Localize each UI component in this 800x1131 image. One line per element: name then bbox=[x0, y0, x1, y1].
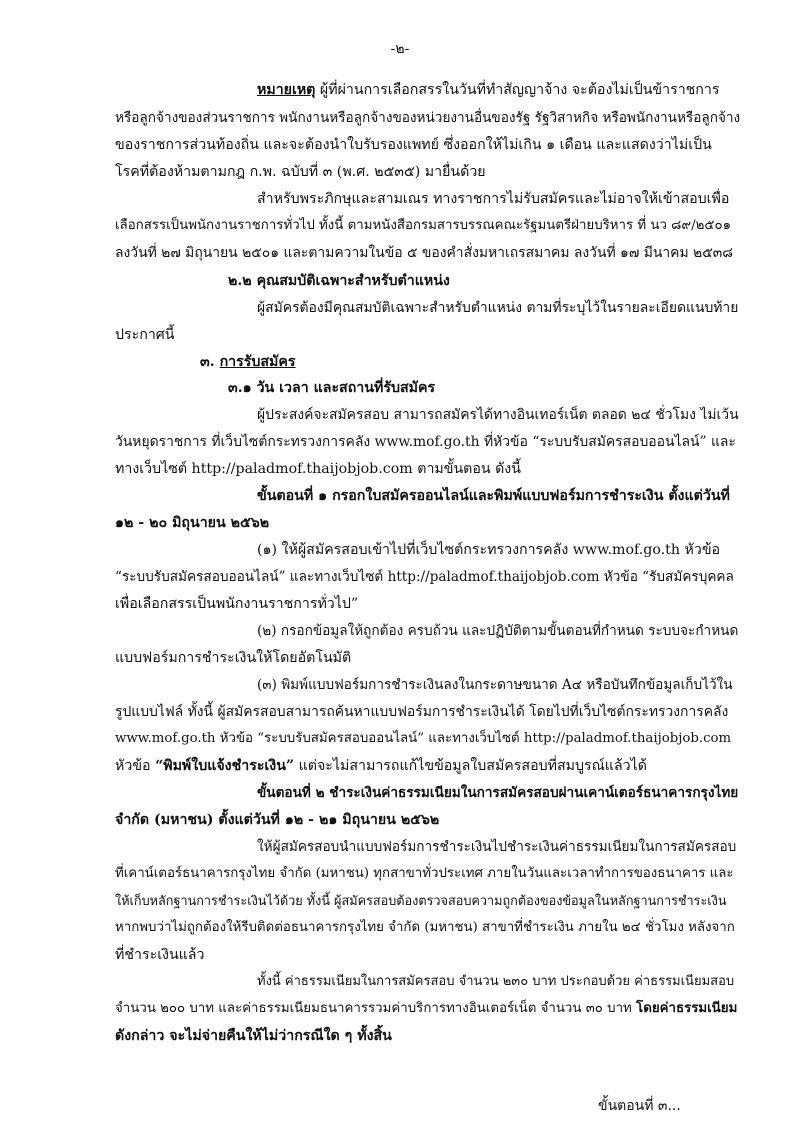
step-1-item-3-line-1: (๓) พิมพ์แบบฟอร์มการชำระเงินลงในกระดาษขนาด A๔ หรือบันทึกข้อมูลเก็บไว้ใน bbox=[257, 677, 733, 693]
step-2-p1-line-1: ให้ผู้สมัครสอบนำแบบฟอร์มการชำระเงินไปชำระเงินค่าธรรมเนียมในการสมัครสอบ bbox=[257, 839, 737, 855]
step-2-p2-line-1: ทั้งนี้ ค่าธรรมเนียมในการสมัครสอบ จำนวน ๒๓๐ บาท ประกอบด้วย ค่าธรรมเนียมสอบ bbox=[257, 974, 735, 989]
step-1-item-3-line-2: รูปแบบไฟล์ ทั้งนี้ ผู้สมัครสอบสามารถค้นหาแบบฟอร์มการชำระเงินได้ โดยไปที่เว็บไซต์กระทรวงการคลัง bbox=[115, 704, 729, 720]
section-3-heading bbox=[200, 352, 296, 372]
step-2-p2-line-2 bbox=[115, 999, 737, 1019]
section-3-title: การรับสมัคร bbox=[219, 354, 296, 370]
section-3-1-line-3: ทางเว็บไซต์ http://paladmof.thaijobjob.com ตามขั้นตอน ดังนี้ bbox=[115, 461, 521, 477]
step-2-p2-line-3: ดังกล่าว จะไม่จ่ายคืนให้ไม่ว่ากรณีใด ๆ ทั้งสิ้น bbox=[115, 1028, 392, 1044]
step-2-p1-line-3: ให้เก็บหลักฐานการชำระเงินไว้ด้วย ทั้งนี้ ผู้สมัครสอบต้องตรวจสอบความถูกต้องของข้อมูลในหลักฐานการชำระเงิน bbox=[115, 893, 727, 908]
remark-label: หมายเหตุ bbox=[257, 82, 316, 98]
remark-text-1: ผู้ที่ผ่านการเลือกสรรในวันที่ทำสัญญาจ้าง จะต้องไม่เป็นข้าราชการ bbox=[319, 82, 720, 98]
section-3-1-line-1: ผู้ประสงค์จะสมัครสอบ สามารถสมัครได้ทางอินเทอร์เน็ต ตลอด ๒๔ ชั่วโมง ไม่เว้น bbox=[257, 407, 739, 423]
section-2-2-heading: ๒.๒ คุณสมบัติเฉพาะสำหรับตำแหน่ง bbox=[228, 273, 450, 289]
step-2-p1-line-5: ที่ชำระเงินแล้ว bbox=[115, 947, 205, 963]
step-1-heading-1: ขั้นตอนที่ ๑ กรอกใบสมัครออนไลน์และพิมพ์แบบฟอร์มการชำระเงิน ตั้งแต่วันที่ bbox=[257, 488, 730, 504]
step-2-heading-2: จำกัด (มหาชน) ตั้งแต่วันที่ ๑๒ - ๒๑ มิถุนายน ๒๕๖๒ bbox=[115, 812, 440, 828]
step-2-fee-text: จำนวน ๒๐๐ บาท และค่าธรรมเนียมธนาคารรวมค่าบริการทางอินเตอร์เน็ต จำนวน ๓๐ บาท bbox=[115, 1001, 637, 1016]
step-2-p1-line-2: ที่เคาน์เตอร์ธนาคารกรุงไทย จำกัด (มหาชน) ทุกสาขาทั่วประเทศ ภายในวันและเวลาทำการของธนาคาร และ bbox=[115, 866, 734, 881]
monk-line-2: เลือกสรรเป็นพนักงานราชการทั่วไป ทั้งนี้ ตามหนังสือกรมสารบรรณคณะรัฐมนตรีฝ่ายบริหาร ที่ นว ๘๙/๒๕๐๑ bbox=[115, 218, 732, 233]
remark-line-1 bbox=[257, 80, 719, 100]
step-1-item-1-line-2: “ระบบรับสมัครสอบออนไลน์” และทางเว็บไซต์ http://paladmof.thaijobjob.com หัวข้อ “รับสมัครบุคคล bbox=[115, 569, 734, 585]
step-1-heading-2: ๑๒ - ๒๐ มิถุนายน ๒๕๖๒ bbox=[115, 515, 270, 531]
continuation-footer: ขั้นตอนที่ ๓... bbox=[598, 1098, 681, 1114]
remark-line-3: ของราชการส่วนท้องถิ่น และจะต้องนำใบรับรองแพทย์ ซึ่งออกให้ไม่เกิน ๑ เดือน และแสดงว่าไม่เป็น bbox=[115, 137, 712, 153]
page-number: -๒- bbox=[390, 41, 410, 57]
step-1-item-2-line-2: แบบฟอร์มการชำระเงินให้โดยอัตโนมัติ bbox=[115, 650, 352, 666]
section-3-1-line-2: วันหยุดราชการ ที่เว็บไซต์กระทรวงการคลัง www.mof.go.th ที่หัวข้อ “ระบบรับสมัครสอบออนไลน์” และ bbox=[115, 434, 736, 450]
monk-line-3: ลงวันที่ ๒๗ มิถุนายน ๒๕๐๑ และตามความในข้อ ๕ ของคำสั่งมหาเถรสมาคม ลงวันที่ ๑๗ มีนาคม ๒๕๓๘ bbox=[115, 245, 733, 261]
section-3-1-heading: ๓.๑ วัน เวลา และสถานที่รับสมัคร bbox=[228, 380, 436, 396]
step-1-item-3-line-3: www.mof.go.th หัวข้อ “ระบบรับสมัครสอบออนไลน์” และทางเว็บไซต์ http://paladmof.thaijobjob.com bbox=[115, 731, 732, 746]
section-2-2-line-1: ผู้สมัครต้องมีคุณสมบัติเฉพาะสำหรับตำแหน่ง ตามที่ระบุไว้ในรายละเอียดแนบท้าย bbox=[257, 300, 739, 316]
step-2-p1-line-4: หากพบว่าไม่ถูกต้องให้รีบติดต่อธนาคารกรุงไทย จำกัด (มหาชน) สาขาที่ชำระเงิน ภายใน ๒๔ ชั่วโมง หลังจาก bbox=[115, 920, 735, 935]
remark-line-2: หรือลูกจ้างของส่วนราชการ พนักงานหรือลูกจ้างของหน่วยงานอื่นของรัฐ รัฐวิสาหกิจ หรือพนักงานหรือลูกจ้าง bbox=[115, 110, 741, 126]
step-2-heading-1: ขั้นตอนที่ ๒ ชำระเงินค่าธรรมเนียมในการสมัครสอบผ่านเคาน์เตอร์ธนาคารกรุงไทย bbox=[257, 785, 739, 801]
section-3-number: ๓. bbox=[200, 354, 215, 370]
step-2-fee-bold: โดยค่าธรรมเนียม bbox=[636, 1001, 738, 1016]
step-1-item-3-line-4 bbox=[115, 756, 647, 776]
remark-line-4: โรคที่ต้องห้ามตามกฎ ก.พ. ฉบับที่ ๓ (พ.ศ. ๒๕๓๕) มายื่นด้วย bbox=[115, 164, 486, 180]
monk-line-1: สำหรับพระภิกษุและสามเณร ทางราชการไม่รับสมัครและไม่อาจให้เข้าสอบเพื่อ bbox=[257, 191, 730, 207]
step-1-item-1-line-1: (๑) ให้ผู้สมัครสอบเข้าไปที่เว็บไซต์กระทรวงการคลัง www.mof.go.th หัวข้อ bbox=[257, 542, 721, 558]
step-1-item-3-topic: “พิมพ์ใบแจ้งชำระเงิน” bbox=[155, 758, 295, 774]
step-1-item-3-note: แต่จะไม่สามารถแก้ไขข้อมูลใบสมัครสอบที่สมบูรณ์แล้วได้ bbox=[294, 758, 647, 774]
step-1-item-3-topic-prefix: หัวข้อ bbox=[115, 758, 156, 774]
step-1-item-1-line-3: เพื่อเลือกสรรเป็นพนักงานราชการทั่วไป” bbox=[115, 596, 359, 612]
section-2-2-line-2: ประกาศนี้ bbox=[115, 327, 175, 343]
step-1-item-2-line-1: (๒) กรอกข้อมูลให้ถูกต้อง ครบถ้วน และปฏิบัติตามขั้นตอนที่กำหนด ระบบจะกำหนด bbox=[257, 623, 739, 639]
